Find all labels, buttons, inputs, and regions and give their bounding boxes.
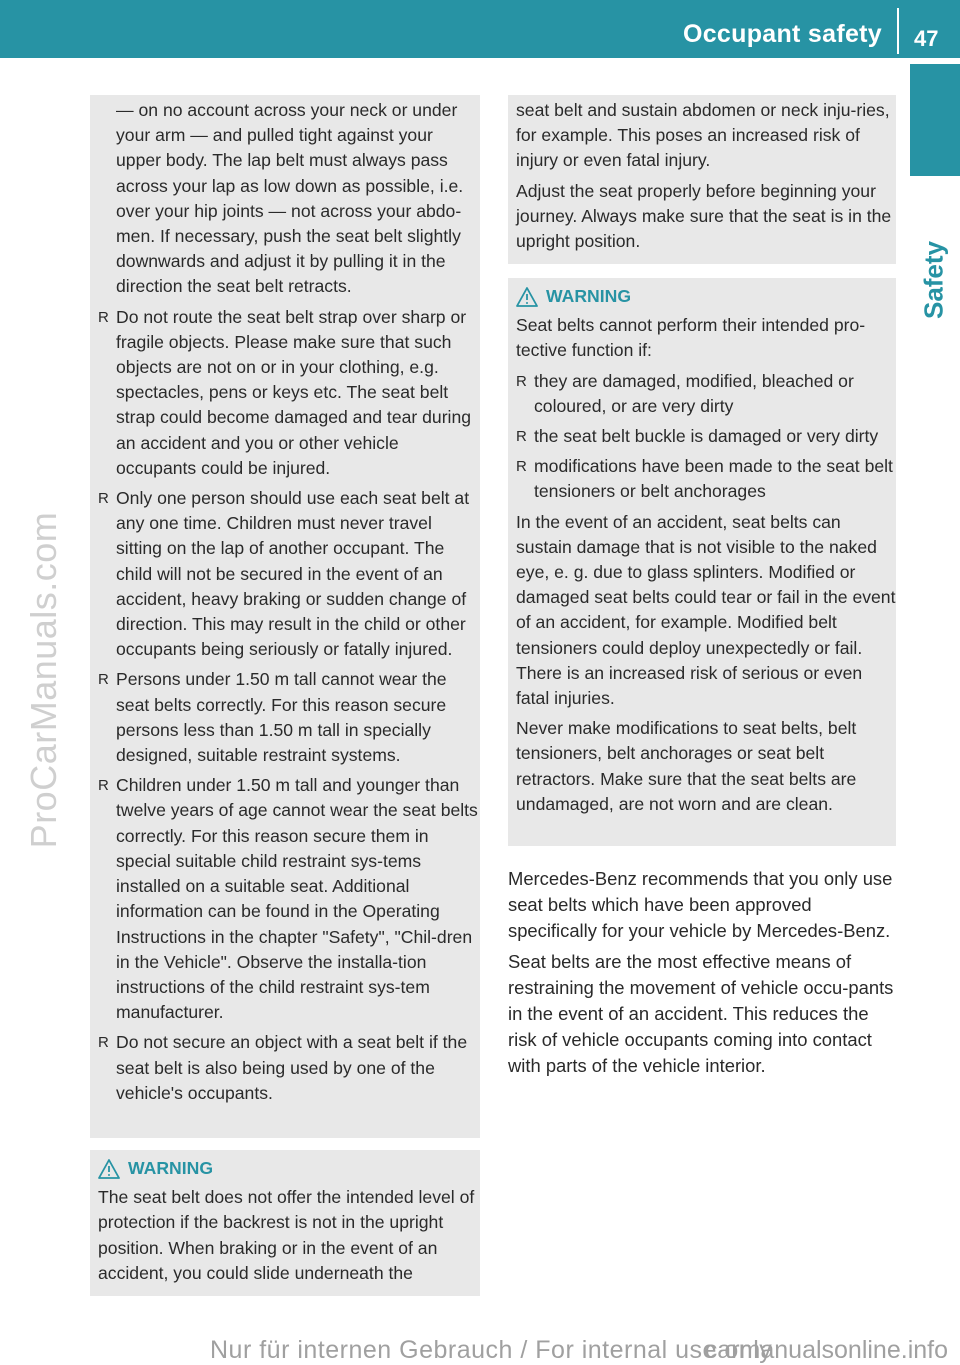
warning-heading: WARNING: [98, 1156, 480, 1181]
warning-text: The seat belt does not offer the intended level of protection if the backrest is not in the upright position. When braking or in the event of an accident, you could slide underneath the: [98, 1187, 475, 1283]
bullet-icon: R: [516, 372, 527, 390]
warning-panel-right: [508, 278, 896, 846]
panel-paragraph: seat belt and sustain abdomen or neck inju-ries, for example. This poses an increased risk of injury or even fatal injury.: [516, 100, 890, 171]
body-paragraph: Seat belts are the most effective means of restraining the movement of vehicle occu-pants in the event of an accident. This reduces the risk of vehicle occupants coming into contact with parts of the vehicle interior.: [508, 951, 894, 1076]
warning-triangle-icon: [516, 287, 538, 307]
body-text: [508, 866, 898, 1084]
list-continuation: — on no account across your neck or under your arm — and pulled tight against your upper body. The lap belt must always pass across your lap as low down as possible, i.e. over your hip joints — not across your abdo-men. If necessary, push the seat belt slightly downwards and adjust it by pulling it in the direction the seat belt retracts.: [116, 100, 464, 297]
section-title: Occupant safety: [682, 20, 882, 48]
bullet-icon: R: [98, 671, 109, 689]
bullet-icon: R: [98, 490, 109, 508]
warning-intro: Seat belts cannot perform their intended pro-tective function if:: [516, 315, 866, 361]
list-item: R Do not route the seat belt strap over sharp or fragile objects. Please make sure that such objects are not on or in your clothing, e.g. spectacles, pens or keys etc. The seat belt strap could become damaged and tear during an accident and you or other vehicle occupants could be injured.: [98, 306, 472, 478]
warning-paragraph: In the event of an accident, seat belts can sustain damage that is not visible to the naked eye, e. g. due to glass splinters. Modified or damaged seat belts could tear or fail in the event of an accident, for example. Modified belt tensioners could deploy unexpectedly or fail. There is an increased risk of serious or even fatal injuries.: [516, 511, 896, 709]
chapter-label: Safety: [918, 240, 949, 320]
list-item: R they are damaged, modified, bleached or coloured, or are very dirty: [516, 370, 854, 416]
footer-site: carmanualsonline.info: [704, 1336, 948, 1364]
footer-note: Nur für internen Gebrauch / For internal use only: [210, 1336, 773, 1364]
list-item: R Do not secure an object with a seat belt if the seat belt is also being used by one of the vehicle's occupants.: [98, 1032, 468, 1103]
warning-triangle-icon: [98, 1159, 120, 1179]
panel-paragraph: Adjust the seat properly before beginning your journey. Always make sure that the seat is in the upright position.: [516, 180, 892, 252]
warning-heading: WARNING: [516, 284, 896, 309]
bullet-list: [98, 305, 480, 1106]
body-paragraph: Mercedes-Benz recommends that you only use seat belts which have been approved specifically for your vehicle by Mercedes-Benz.: [508, 868, 893, 941]
warning-paragraph: Never make modifications to seat belts, belt tensioners, belt anchorages or seat belt retractors. Make sure that the seat belts are undamaged, are not worn and are clean.: [516, 718, 857, 814]
left-list-panel: [90, 95, 480, 1138]
list-item: R Only one person should use each seat belt at any one time. Children must never travel sitting on the lap of another occupant. The child will not be secured in the event of an accident, heavy braking or sudden change of direction. This may result in the child or other occupants being seriously or fatally injured.: [98, 488, 470, 660]
bullet-icon: R: [98, 1034, 109, 1052]
bullet-icon: R: [516, 428, 527, 446]
watermark: ProCarManuals.com: [23, 511, 64, 849]
bullet-icon: R: [516, 458, 527, 476]
header-divider: [897, 8, 899, 54]
right-top-panel: [508, 95, 896, 264]
list-item: R the seat belt buckle is damaged or very dirty: [516, 424, 896, 449]
list-item: R Children under 1.50 m tall and younger than twelve years of age cannot wear the seat belts correctly. For this reason secure them in special suitable child restraint sys-tems installed on a suitable seat. Additional information can be found in the Operating Instructions in the chapter "Safety", "Chil-dren in the Vehicle". Observe the installa-tion instructions of the child restraint sys-tem manufacturer.: [98, 775, 478, 1023]
list-item: R modifications have been made to the seat belt tensioners or belt anchorages: [516, 456, 893, 502]
side-tab: [910, 64, 960, 176]
list-item: R Persons under 1.50 m tall cannot wear the seat belts correctly. For this reason secure persons less than 1.50 m tall in specially designed, suitable restraint systems.: [98, 669, 447, 766]
warning-panel-left: [90, 1150, 480, 1296]
bullet-icon: R: [98, 308, 109, 326]
page-number: 47: [914, 26, 939, 51]
bullet-icon: R: [98, 777, 109, 795]
bullet-list: [516, 369, 896, 505]
